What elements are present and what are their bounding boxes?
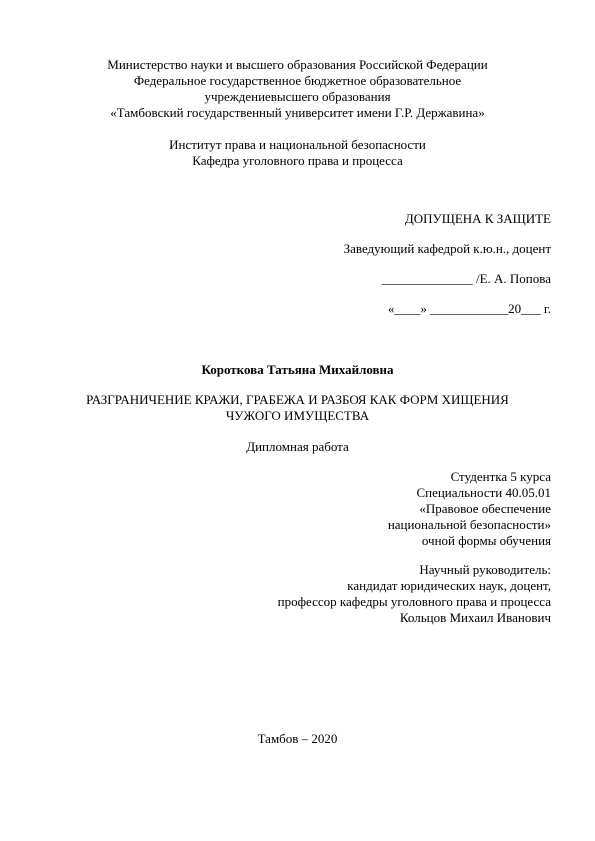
ministry-line: Министерство науки и высшего образования Российской Федерации [107, 57, 488, 72]
city-year: Тамбов – 2020 [257, 731, 338, 746]
approval-date-line: «____» ____________20___ г. [387, 301, 551, 316]
author-name: Короткова Татьяна Михайловна [201, 362, 394, 377]
supervisor-line-1: Научный руководитель: [419, 562, 551, 577]
supervisor-line-3: профессор кафедры уголовного права и процесса [277, 594, 551, 609]
institute-line: Институт права и национальной безопасности [169, 137, 426, 152]
department-line: Кафедра уголовного права и процесса [192, 153, 403, 168]
approval-head-role: Заведующий кафедрой к.ю.н., доцент [343, 241, 551, 256]
institution-line-1: Федеральное государственное бюджетное образовательное [133, 73, 462, 88]
work-type: Дипломная работа [246, 439, 349, 454]
student-line-5: очной формы обучения [421, 533, 551, 548]
supervisor-line-4: Кольцов Михаил Иванович [399, 610, 551, 625]
student-line-1: Студентка 5 курса [450, 469, 551, 484]
approval-signature-line: ______________ /Е. А. Попова [381, 271, 551, 286]
student-line-3: «Правовое обеспечение [419, 501, 551, 516]
work-title-line-2: ЧУЖОГО ИМУЩЕСТВА [225, 408, 370, 423]
approval-title: ДОПУЩЕНА К ЗАЩИТЕ [404, 211, 551, 226]
institution-line-2: учреждениевысшего образования [204, 89, 391, 104]
supervisor-line-2: кандидат юридических наук, доцент, [347, 578, 551, 593]
university-line: «Тамбовский государственный университет имени Г.Р. Державина» [110, 105, 485, 120]
student-line-4: национальной безопасности» [387, 517, 551, 532]
work-title-line-1: РАЗГРАНИЧЕНИЕ КРАЖИ, ГРАБЕЖА И РАЗБОЯ КАК ФОРМ ХИЩЕНИЯ [86, 392, 509, 407]
student-line-2: Специальности 40.05.01 [416, 485, 551, 500]
